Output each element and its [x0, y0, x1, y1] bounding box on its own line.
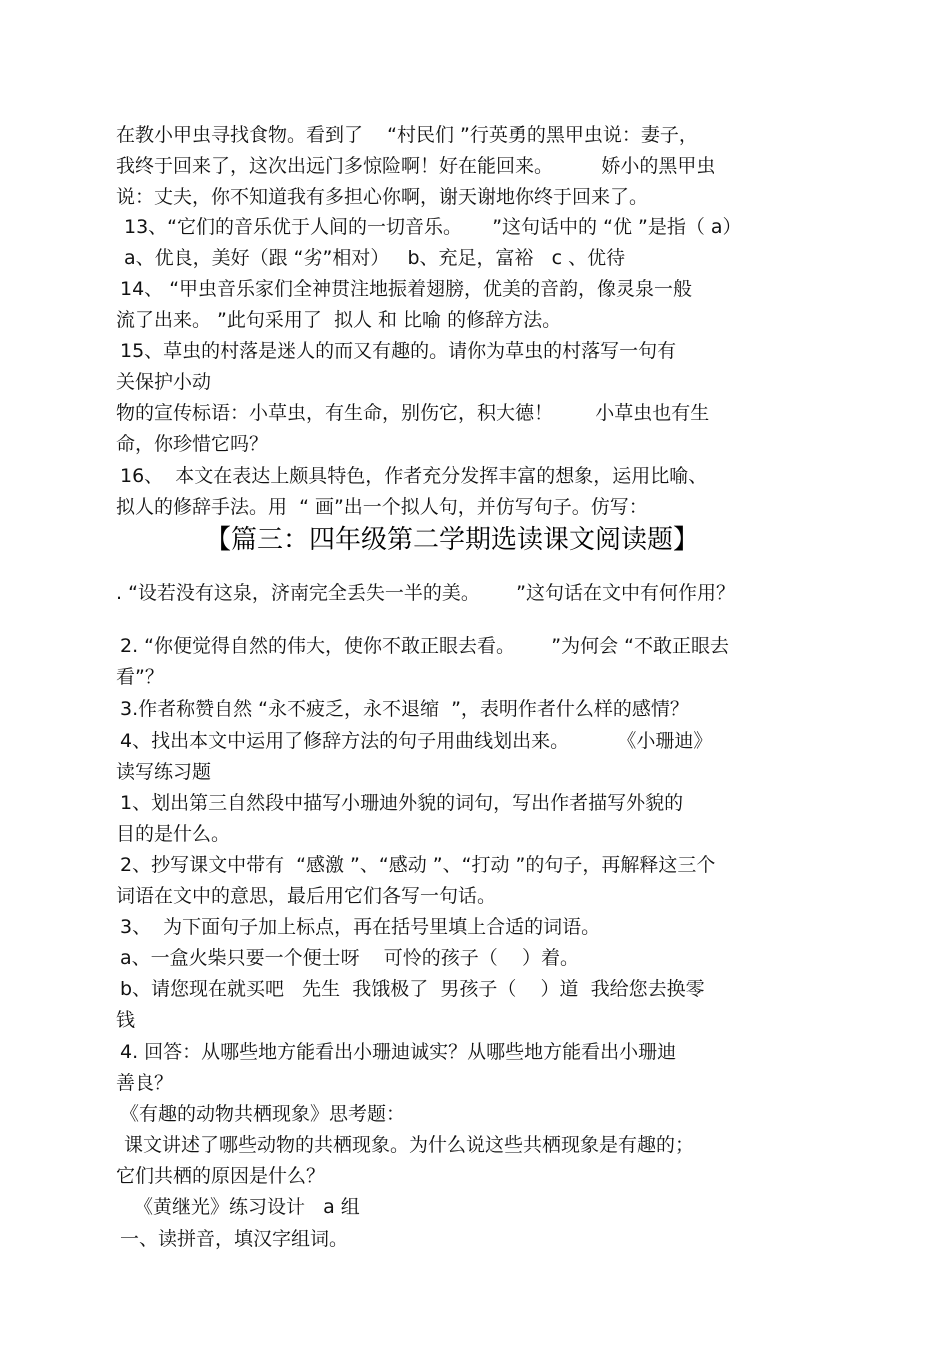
exercise-4: 4. 回答：从哪些地方能看出小珊迪诚实？从哪些地方能看出小珊迪: [120, 1041, 677, 1063]
section-title: 《黄继光》练习设计 a 组: [134, 1196, 360, 1218]
text-line: 目的是什么。: [116, 823, 231, 845]
section-heading: 【篇三：四年级第二学期选读课文阅读题】: [205, 525, 700, 555]
question-14: 14、 “甲虫音乐家们全神贯注地振着翅膀，优美的音韵，像灵泉一般: [120, 278, 693, 300]
question-15: 15、草虫的村落是迷人的而又有趣的。请你为草虫的村落写一句有: [120, 340, 677, 362]
text-line: 它们共栖的原因是什么？: [116, 1165, 326, 1187]
text-line: 命，你珍惜它吗？: [116, 433, 269, 455]
exercise-3a: a、一盒火柴只要一个便士呀 可怜的孩子（ ）着。: [120, 947, 579, 969]
text-line: 词语在文中的意思，最后用它们各写一句话。: [116, 885, 497, 907]
section-title: 《有趣的动物共栖现象》思考题：: [120, 1103, 406, 1125]
text-line: 关保护小动: [116, 371, 212, 393]
text-line: 我终于回来了，这次出远门多惊险啊！好在能回来。 娇小的黑甲虫: [116, 155, 716, 177]
question-13-options: a、优良，美好（跟 “劣”相对） b、充足，富裕 c 、优待: [124, 247, 626, 269]
text-line: 流了出来。 ”此句采用了 拟人 和 比喻 的修辞方法。: [116, 309, 562, 331]
text-line: 拟人的修辞手法。用 “ 画”出一个拟人句，并仿写句子。仿写：: [116, 496, 648, 518]
question-13: 13、“它们的音乐优于人间的一切音乐。 ”这句话中的 “优 ”是指（ a）: [124, 216, 742, 238]
question-16: 16、 本文在表达上颇具特色，作者充分发挥丰富的想象，运用比喻、: [120, 465, 708, 487]
question-3: 3.作者称赞自然 “永不疲乏，永不退缩 ”，表明作者什么样的感情？: [120, 698, 689, 720]
text-line: 课文讲述了哪些动物的共栖现象。为什么说这些共栖现象是有趣的；: [124, 1134, 695, 1156]
text-line: 说：丈夫，你不知道我有多担心你啊，谢天谢地你终于回来了。: [116, 186, 649, 208]
question-4: 4、找出本文中运用了修辞方法的句子用曲线划出来。 《小珊迪》: [120, 730, 713, 752]
text-line: 钱: [116, 1009, 136, 1031]
text-line: 在教小甲虫寻找食物。看到了 “村民们 ”行英勇的黑甲虫说：妻子，: [116, 124, 698, 146]
text-line: 读写练习题: [116, 761, 212, 783]
exercise-2: 2、抄写课文中带有 “感激 ”、“感动 ”、“打动 ”的句子，再解释这三个: [120, 854, 716, 876]
exercise-3: 3、 为下面句子加上标点，再在括号里填上合适的词语。: [120, 916, 601, 938]
text-line: 善良？: [116, 1072, 174, 1094]
question-2: 2. “你便觉得自然的伟大，使你不敢正眼去看。 ”为何会 “不敢正眼去: [120, 635, 729, 657]
exercise-3b: b、请您现在就买吧 先生 我饿极了 男孩子（ ）道 我给您去换零: [120, 978, 705, 1000]
text-line: 一、读拼音，填汉字组词。: [120, 1228, 349, 1250]
text-line: . “设若没有这泉，济南完全丢失一半的美。 ”这句话在文中有何作用？: [116, 582, 736, 604]
text-line: 看”？: [116, 666, 164, 688]
text-line: 物的宣传标语：小草虫，有生命，别伤它，积大德！ 小草虫也有生: [116, 402, 710, 424]
exercise-1: 1、划出第三自然段中描写小珊迪外貌的词句，写出作者描写外貌的: [120, 792, 684, 814]
